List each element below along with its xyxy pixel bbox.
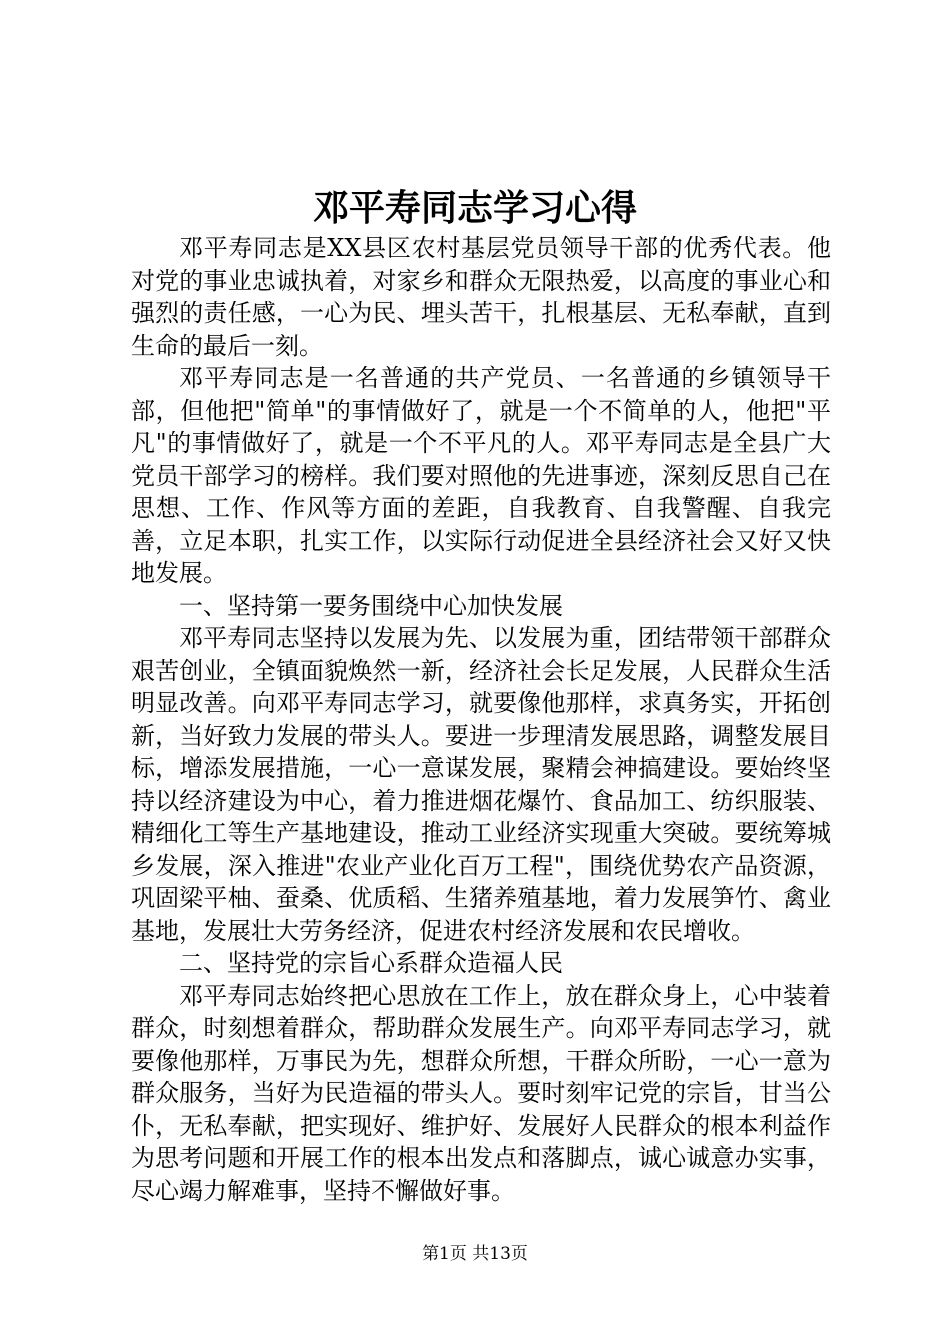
section-heading-development: 一、坚持第一要务围绕中心加快发展 — [179, 591, 563, 620]
paragraph-intro: 邓平寿同志是XX县区农村基层党员领导干部的优秀代表。他对党的事业忠诚执着，对家乡和群众无限热爱，以高度的事业心和强烈的责任感，一心为民、埋头苦干，扎根基层、无私奉献，直到生命的最后一刻。 — [131, 234, 831, 360]
paragraph-serve-people: 邓平寿同志始终把心思放在工作上，放在群众身上，心中装着群众，时刻想着群众，帮助群众发展生产。向邓平寿同志学习，就要像他那样，万事民为先，想群众所想，干群众所盼，一心一意为群众服务，当好为民造福的带头人。要时刻牢记党的宗旨，甘当公仆，无私奉献，把实现好、维护好、发展好人民群众的根本利益作为思考问题和开展工作的根本出发点和落脚点，诚心诚意办实事，尽心竭力解难事，坚持不懈做好事。 — [131, 981, 831, 1205]
document-body — [131, 232, 831, 1207]
page-footer: 第1页 共13页 — [422, 1244, 528, 1264]
section-heading-party-purpose: 二、坚持党的宗旨心系群众造福人民 — [179, 949, 563, 977]
document-title: 邓平寿同志学习心得 — [312, 187, 637, 229]
paragraph-ordinary-member: 邓平寿同志是一名普通的共产党员、一名普通的乡镇领导干部，但他把"简单"的事情做好了，就是一个不简单的人，他把"平凡"的事情做好了，就是一个不平凡的人。邓平寿同志是全县广大党员干部学习的榜样。我们要对照他的先进事迹，深刻反思自己在思想、工作、作风等方面的差距，自我教育、自我警醒、自我完善，立足本职，扎实工作，以实际行动促进全县经济社会又好又快地发展。 — [131, 364, 831, 587]
paragraph-development: 邓平寿同志坚持以发展为先、以发展为重，团结带领干部群众艰苦创业，全镇面貌焕然一新，经济社会长足发展，人民群众生活明显改善。向邓平寿同志学习，就要像他那样，求真务实，开拓创新，当好致力发展的带头人。要进一步理清发展思路，调整发展目标，增添发展措施，一心一意谋发展，聚精会神搞建设。要始终坚持以经济建设为中心，着力推进烟花爆竹、食品加工、纺织服装、精细化工等生产基地建设，推动工业经济实现重大突破。要统筹城乡发展，深入推进"农业产业化百万工程"，围绕优势农产品资源，巩固梁平柚、蚕桑、优质稻、生猪养殖基地，着力发展笋竹、禽业基地，发展壮大劳务经济，促进农村经济发展和农民增收。 — [131, 624, 831, 945]
